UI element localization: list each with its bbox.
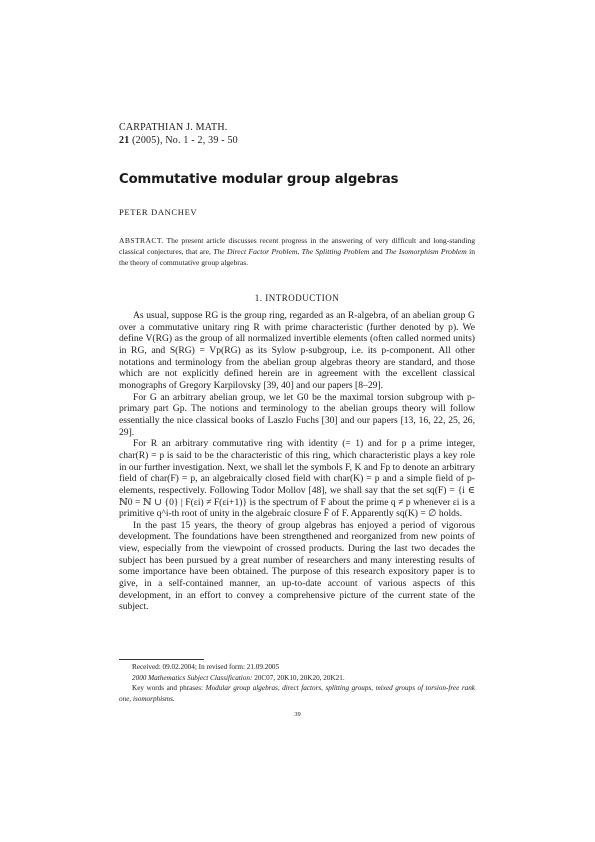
journal-header [119, 121, 238, 147]
paragraph: In the past 15 years, the theory of group algebras has enjoyed a period of vigorous development. The foundations have been strengthened and reorganized from new points of view, especially from the viewpoint of crossed products. During the last two decades the subject has been pursued by a great number of researchers and many interesting results of some importance have been obtained. The purpose of this research expository paper is to give, in a self-contained manner, an up-to-date account of various aspects of this development, in an effort to convey a comprehensive picture of the current state of the subject. [119, 519, 475, 613]
abstract [119, 235, 475, 268]
journal-issue-pages: (2005), No. 1 - 2, 39 - 50 [129, 135, 238, 146]
abstract-problem-splitting: The Splitting Problem [301, 247, 370, 257]
footnote-msc-codes: 20C07, 20K10, 20K20, 20K21. [252, 673, 345, 682]
journal-name: CARPATHIAN J. MATH. [119, 122, 228, 133]
footnote-msc-label: 2000 Mathematics Subject Classification: [132, 673, 253, 682]
paragraph: As usual, suppose RG is the group ring, regarded as an R-algebra, of an abelian group G over a commutative unitary ring R with prime characteristic (further denoted by p). We define V(RG) as the group of all normalized invertible elements (often called normed units) in RG, and S(RG) = Vp(RG) as its Sylow p-subgroup, i.e. its p-component. All other notations and terminology from the abelian group algebras theory are standard, and those which are not explicitly defined herein are in agreement with the excellent classical monographs of Gregory Karpilovsky [39, 40] and our papers [8–29]. [119, 310, 475, 391]
page-number: 39 [294, 711, 301, 718]
paper-title: Commutative modular group algebras [119, 172, 399, 187]
footnote-rule [119, 659, 204, 660]
abstract-label: ABSTRACT. [119, 236, 164, 245]
footnote-keywords-label: Key words and phrases: [132, 684, 204, 693]
section-heading: 1. INTRODUCTION [254, 293, 340, 303]
body-text [119, 310, 475, 613]
footnote-keywords [119, 683, 475, 704]
abstract-problem-isomorphism: The Isomorphism Problem [385, 247, 467, 257]
footnote-msc [119, 673, 475, 684]
paragraph: For R an arbitrary commutative ring with identity (= 1) and for p a prime integer, char(R) = p is said to be the characteristic of this ring, which characteristic plays a key role in our further investigation. Next, we shall let the symbols F, K and Fp to denote an arbitrary field of char(F) = p, an algebraically closed field with char(K) = p and a simple field of p-elements, respectively. Following Todor Mollov [48], we shall say that the set sq(F) = {i ∈ ℕ0 = ℕ ∪ {0} | F(εi) ≠ F(εi+1)} is the spectrum of F about the prime q ≠ p whenever εi is a primitive q^i-th root of unity in the algebraic closure F̄ of F. Apparently sq(K) = ∅ holds. [119, 438, 475, 520]
author-name: PETER DANCHEV [119, 207, 198, 217]
paragraph: For G an arbitrary abelian group, we let G0 be the maximal torsion subgroup with p-primary part Gp. The notions and terminology to the abelian groups theory will follow essentially the nice classical books of Laszlo Fuchs [30] and our papers [13, 16, 22, 25, 26, 29]. [119, 391, 475, 438]
footnote-keywords-text: Modular group algebras, direct factors, splitting groups, mixed groups of torsion-free rank one, isomorphisms. [119, 684, 475, 703]
journal-volume: 21 [119, 135, 130, 146]
footnotes [119, 662, 475, 704]
abstract-text-end: in the theory of commutative group algebras. [119, 247, 476, 268]
journal-issue [119, 134, 238, 147]
abstract-sep: and [369, 247, 386, 257]
abstract-text-start: The present article discusses recent progress in the answering of very difficult and long-standing classical conjectures, that are, [119, 236, 475, 257]
abstract-sep: , [297, 247, 302, 257]
abstract-problem-direct-factor: The Direct Factor Problem [213, 247, 298, 257]
footnote-received: Received: 09.02.2004; In revised form: 21.09.2005 [132, 663, 280, 671]
